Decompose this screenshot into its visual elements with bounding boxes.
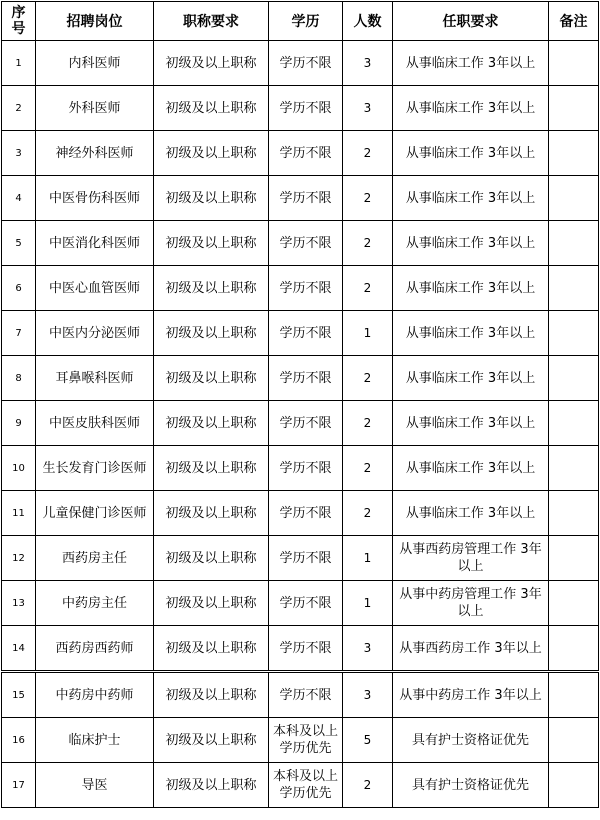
cell-title-req: 初级及以上职称 [154,446,269,491]
cell-duty-req: 具有护士资格证优先 [393,718,549,763]
cell-seq: 5 [2,221,36,266]
table-row [2,401,599,446]
cell-education: 学历不限 [269,86,343,131]
cell-title-req: 初级及以上职称 [154,266,269,311]
cell-count: 3 [343,41,393,86]
cell-duty-req: 从事临床工作 3年以上 [393,221,549,266]
cell-remarks [549,176,599,221]
cell-count: 2 [343,131,393,176]
cell-education: 学历不限 [269,221,343,266]
cell-count: 5 [343,718,393,763]
cell-education: 学历不限 [269,266,343,311]
cell-position: 中药房中药师 [36,672,154,718]
cell-position: 内科医师 [36,41,154,86]
cell-education: 本科及以上学历优先 [269,763,343,808]
header-title-req: 职称要求 [154,2,269,41]
cell-duty-req: 具有护士资格证优先 [393,763,549,808]
cell-count: 2 [343,491,393,536]
header-duty-req: 任职要求 [393,2,549,41]
cell-remarks [549,446,599,491]
cell-position: 耳鼻喉科医师 [36,356,154,401]
cell-education: 学历不限 [269,446,343,491]
header-position: 招聘岗位 [36,2,154,41]
cell-education: 学历不限 [269,401,343,446]
cell-title-req: 初级及以上职称 [154,176,269,221]
cell-remarks [549,311,599,356]
cell-seq: 15 [2,672,36,718]
cell-remarks [549,536,599,581]
cell-duty-req: 从事临床工作 3年以上 [393,446,549,491]
cell-education: 学历不限 [269,41,343,86]
cell-title-req: 初级及以上职称 [154,311,269,356]
table-header-row [2,2,599,41]
table-row [2,718,599,763]
cell-position: 中医内分泌医师 [36,311,154,356]
table-row [2,311,599,356]
table-body [2,41,599,808]
cell-education: 学历不限 [269,356,343,401]
cell-remarks [549,581,599,626]
cell-seq: 7 [2,311,36,356]
cell-education: 学历不限 [269,311,343,356]
table-row [2,672,599,718]
table-row [2,86,599,131]
table-row [2,266,599,311]
cell-education: 学历不限 [269,176,343,221]
cell-title-req: 初级及以上职称 [154,41,269,86]
cell-position: 中医皮肤科医师 [36,401,154,446]
header-seq-line1: 序 [11,5,26,21]
table-row [2,626,599,672]
cell-duty-req: 从事中药房管理工作 3年以上 [393,581,549,626]
table-row [2,446,599,491]
cell-duty-req: 从事临床工作 3年以上 [393,176,549,221]
cell-count: 1 [343,536,393,581]
cell-seq: 14 [2,626,36,672]
cell-position: 中药房主任 [36,581,154,626]
cell-position: 西药房主任 [36,536,154,581]
cell-duty-req: 从事临床工作 3年以上 [393,131,549,176]
cell-count: 2 [343,401,393,446]
cell-remarks [549,763,599,808]
cell-position: 生长发育门诊医师 [36,446,154,491]
cell-count: 1 [343,311,393,356]
cell-position: 西药房西药师 [36,626,154,672]
cell-seq: 12 [2,536,36,581]
cell-count: 2 [343,221,393,266]
table-row [2,176,599,221]
cell-position: 外科医师 [36,86,154,131]
header-count: 人数 [343,2,393,41]
cell-remarks [549,356,599,401]
cell-title-req: 初级及以上职称 [154,356,269,401]
cell-education: 学历不限 [269,672,343,718]
cell-remarks [549,672,599,718]
cell-count: 2 [343,763,393,808]
cell-count: 3 [343,86,393,131]
cell-count: 3 [343,626,393,672]
cell-remarks [549,86,599,131]
cell-seq: 3 [2,131,36,176]
cell-remarks [549,131,599,176]
cell-duty-req: 从事临床工作 3年以上 [393,491,549,536]
cell-education: 学历不限 [269,131,343,176]
cell-duty-req: 从事临床工作 3年以上 [393,266,549,311]
cell-seq: 17 [2,763,36,808]
table-row [2,536,599,581]
cell-seq: 10 [2,446,36,491]
cell-title-req: 初级及以上职称 [154,581,269,626]
cell-position: 中医骨伤科医师 [36,176,154,221]
recruitment-table [1,1,599,808]
cell-title-req: 初级及以上职称 [154,401,269,446]
cell-education: 学历不限 [269,581,343,626]
cell-remarks [549,221,599,266]
cell-seq: 4 [2,176,36,221]
header-remarks: 备注 [549,2,599,41]
cell-seq: 13 [2,581,36,626]
cell-title-req: 初级及以上职称 [154,626,269,672]
table-row [2,763,599,808]
cell-duty-req: 从事西药房管理工作 3年以上 [393,536,549,581]
cell-title-req: 初级及以上职称 [154,672,269,718]
table-row [2,581,599,626]
cell-count: 3 [343,672,393,718]
header-seq [2,2,36,41]
cell-remarks [549,491,599,536]
cell-position: 中医消化科医师 [36,221,154,266]
table-row [2,356,599,401]
cell-education: 学历不限 [269,626,343,672]
cell-seq: 1 [2,41,36,86]
table-row [2,221,599,266]
cell-position: 神经外科医师 [36,131,154,176]
cell-seq: 6 [2,266,36,311]
cell-position: 儿童保健门诊医师 [36,491,154,536]
cell-remarks [549,266,599,311]
cell-count: 2 [343,356,393,401]
cell-title-req: 初级及以上职称 [154,86,269,131]
table-row [2,131,599,176]
cell-education: 学历不限 [269,536,343,581]
cell-duty-req: 从事临床工作 3年以上 [393,311,549,356]
cell-title-req: 初级及以上职称 [154,763,269,808]
cell-duty-req: 从事临床工作 3年以上 [393,86,549,131]
cell-title-req: 初级及以上职称 [154,491,269,536]
cell-seq: 9 [2,401,36,446]
cell-duty-req: 从事临床工作 3年以上 [393,401,549,446]
cell-duty-req: 从事临床工作 3年以上 [393,356,549,401]
cell-title-req: 初级及以上职称 [154,221,269,266]
header-seq-line2: 号 [11,21,26,37]
cell-seq: 16 [2,718,36,763]
cell-count: 2 [343,446,393,491]
cell-title-req: 初级及以上职称 [154,536,269,581]
cell-education: 本科及以上学历优先 [269,718,343,763]
cell-seq: 2 [2,86,36,131]
cell-remarks [549,41,599,86]
table-row [2,41,599,86]
cell-count: 2 [343,176,393,221]
header-education: 学历 [269,2,343,41]
cell-title-req: 初级及以上职称 [154,131,269,176]
cell-duty-req: 从事西药房工作 3年以上 [393,626,549,672]
cell-position: 临床护士 [36,718,154,763]
cell-count: 2 [343,266,393,311]
cell-position: 导医 [36,763,154,808]
cell-remarks [549,718,599,763]
cell-seq: 8 [2,356,36,401]
cell-title-req: 初级及以上职称 [154,718,269,763]
cell-position: 中医心血管医师 [36,266,154,311]
cell-seq: 11 [2,491,36,536]
cell-duty-req: 从事中药房工作 3年以上 [393,672,549,718]
cell-remarks [549,626,599,672]
cell-count: 1 [343,581,393,626]
cell-education: 学历不限 [269,491,343,536]
table-row [2,491,599,536]
cell-remarks [549,401,599,446]
cell-duty-req: 从事临床工作 3年以上 [393,41,549,86]
